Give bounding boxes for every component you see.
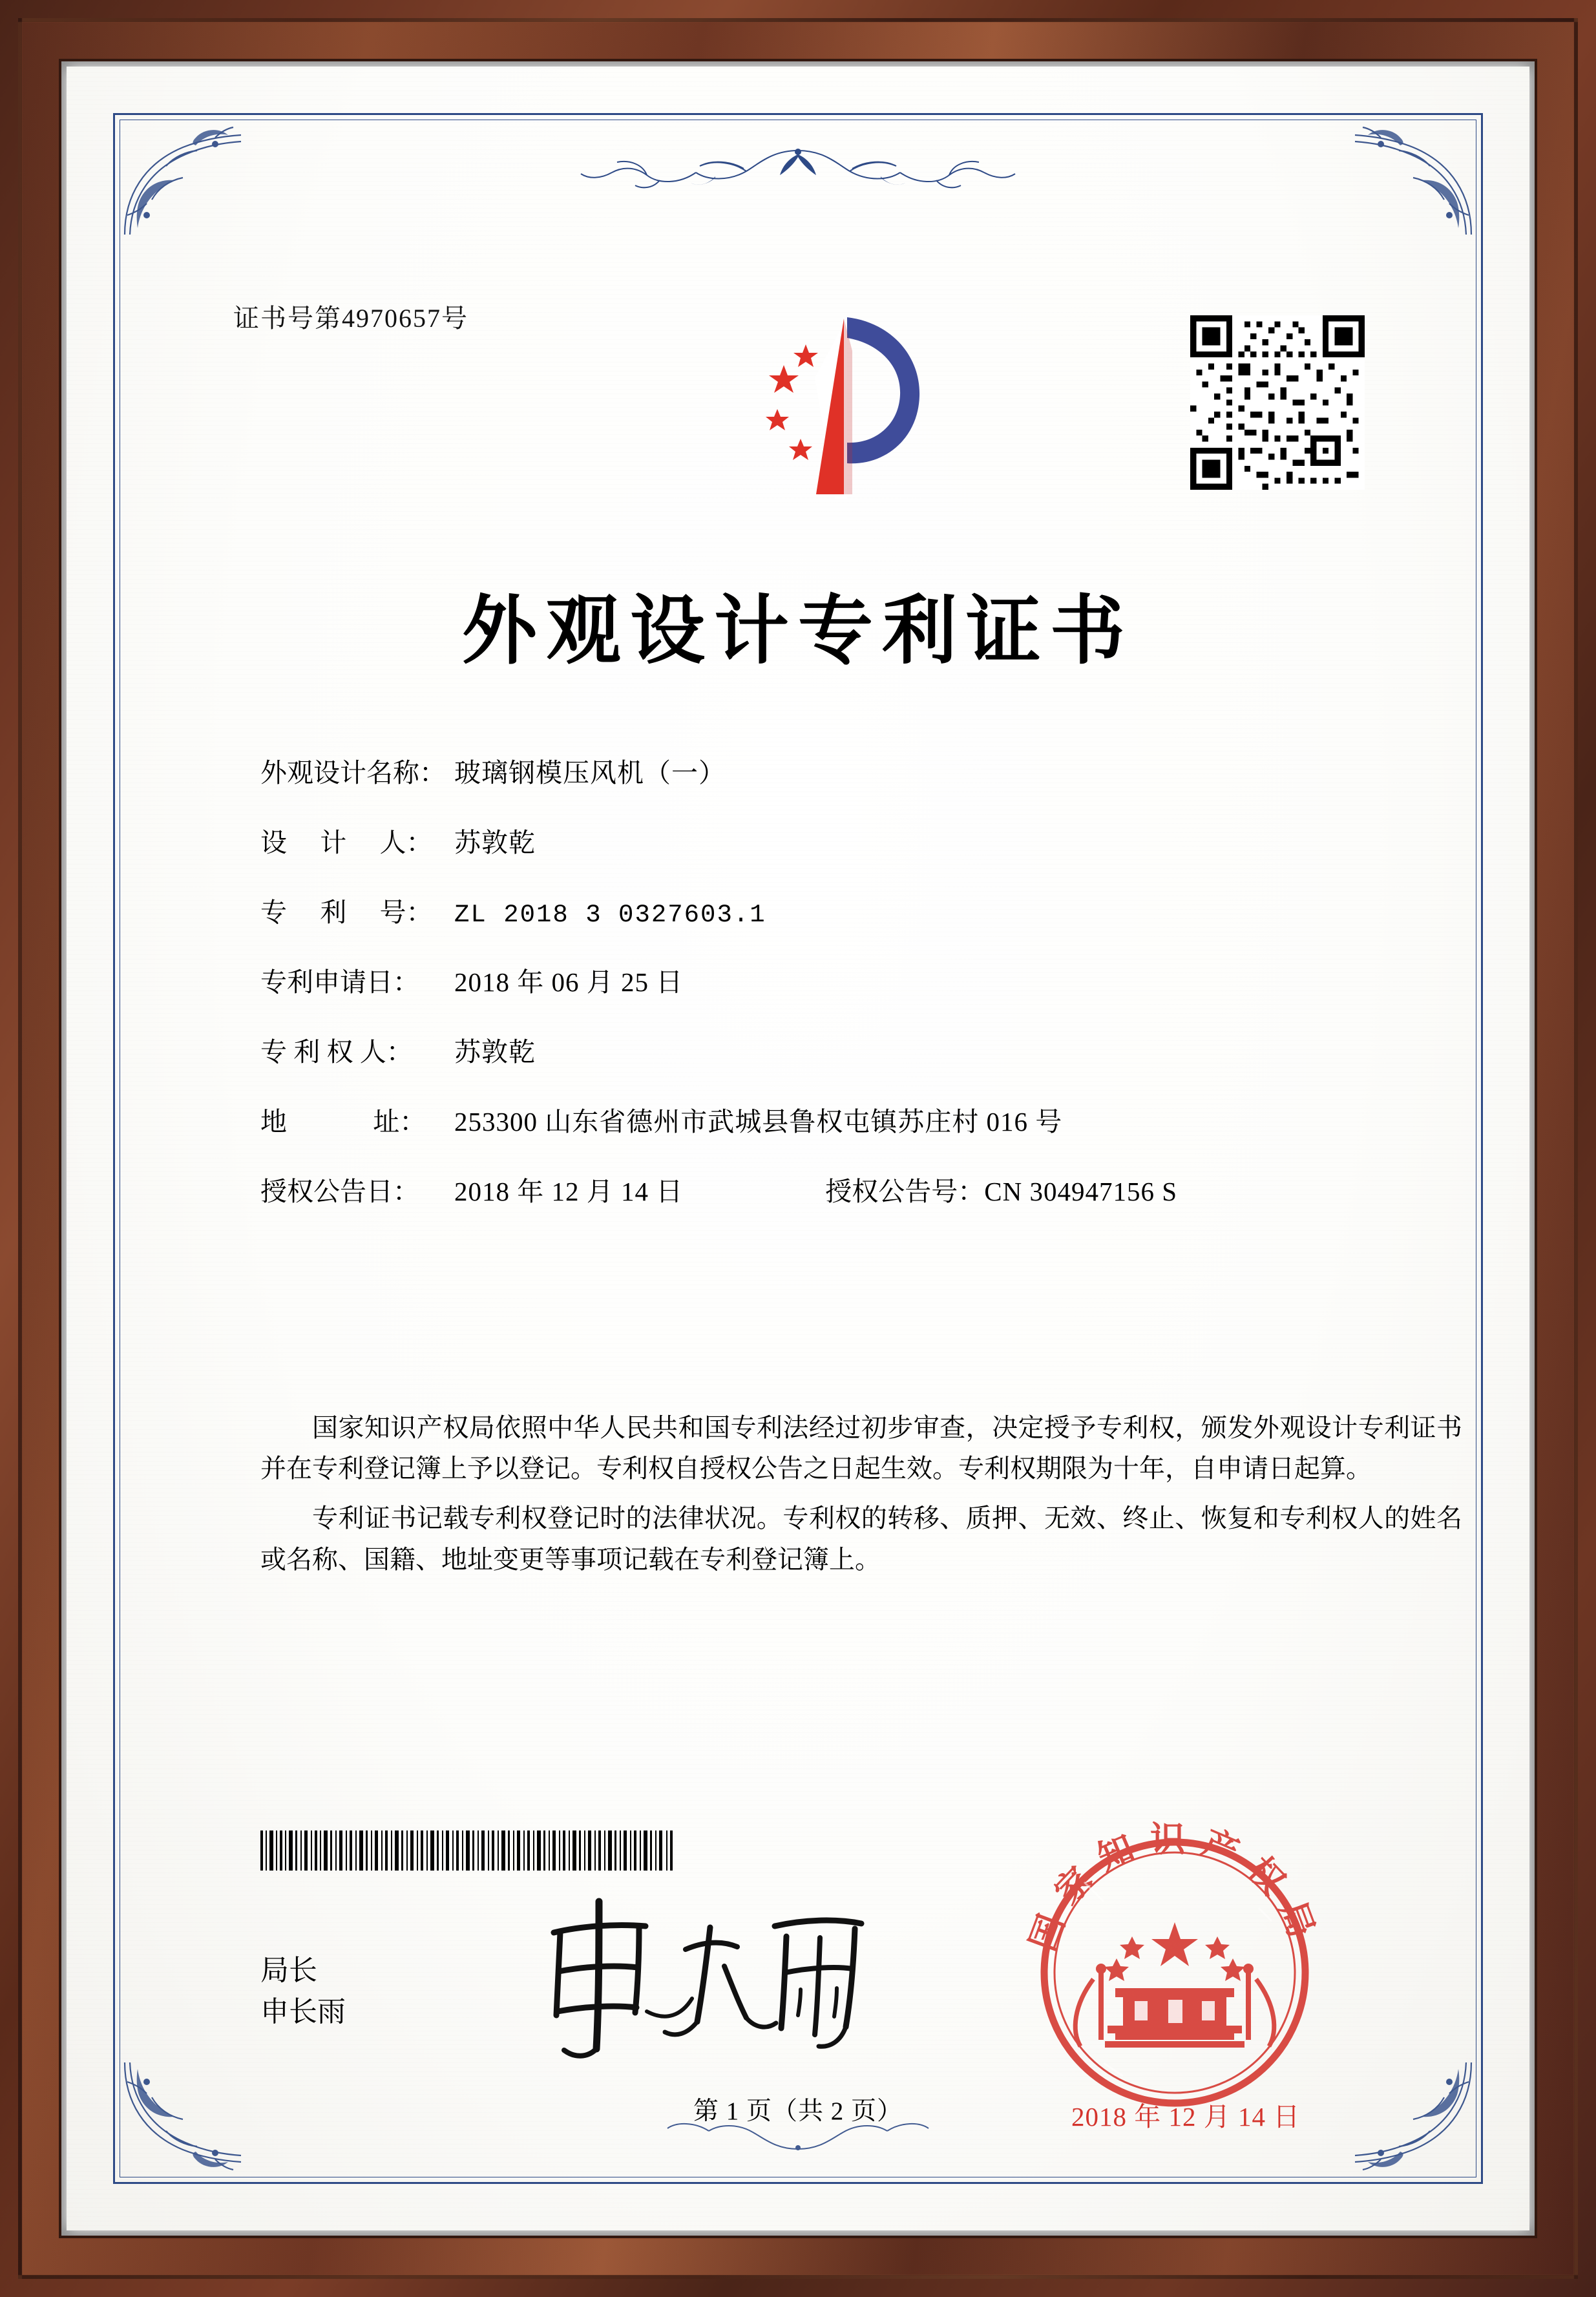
signature-block	[260, 1950, 346, 2033]
announcement-date-label: 授权公告日：	[260, 1177, 419, 1206]
svg-text:国家知识产权局: 国家知识产权局	[1021, 1818, 1328, 1956]
field-row-patentee	[260, 1031, 1443, 1069]
field-row-designer	[260, 821, 1443, 859]
page-footer: 第 1 页（共 2 页）	[693, 2097, 903, 2125]
announcement-number-value: CN 304947156 S	[984, 1177, 1178, 1206]
announcement-date-value: 2018 年 12 月 14 日	[454, 1177, 684, 1206]
corner-flourish-icon	[118, 118, 247, 241]
announcement-number-label: 授权公告号：	[825, 1177, 985, 1206]
red-official-seal-icon	[1007, 1805, 1343, 2141]
field-value: 2018 年 06 月 25 日	[454, 967, 684, 997]
handwritten-signature-icon	[519, 1895, 881, 2063]
field-label: 设 计 人：	[260, 828, 433, 857]
certificate-number: 证书号第4970657号	[233, 304, 468, 333]
field-value: ZL 2018 3 0327603.1	[454, 901, 766, 929]
field-row-design-name	[260, 751, 1443, 790]
field-row-application-date	[260, 961, 1443, 999]
field-value: 玻璃钢模压风机（一）	[454, 758, 726, 788]
signature-title: 局长	[260, 1955, 317, 1986]
cnipa-emblem-icon	[739, 306, 952, 499]
page-title: 外观设计专利证书	[462, 587, 1134, 675]
field-label: 专利申请日：	[260, 967, 419, 997]
field-row-patent-number	[260, 891, 1443, 929]
seal-date: 2018 年 12 月 14 日	[1071, 2102, 1301, 2132]
certificate-page	[67, 67, 1529, 2230]
field-row-address	[260, 1100, 1443, 1138]
field-value: 苏敦乾	[454, 828, 536, 857]
corner-flourish-icon	[1349, 118, 1478, 241]
paragraph-2: 专利证书记载专利权登记时的法律状况。专利权的转移、质押、无效、终止、恢复和专利权人的姓名或名称、国籍、地址变更等事项记载在专利登记簿上。	[260, 1504, 1462, 1574]
barcode-icon	[260, 1830, 674, 1871]
qr-code-icon	[1190, 315, 1365, 490]
field-label: 地 址：	[260, 1107, 426, 1137]
legal-text-block	[260, 1407, 1462, 1589]
signature-name: 申长雨	[260, 1995, 346, 2028]
top-ornament-icon	[552, 144, 1044, 200]
paragraph-1: 国家知识产权局依照中华人民共和国专利法经过初步审查，决定授予专利权，颁发外观设计专利证书并在专利登记簿上予以登记。专利权自授权公告之日起生效。专利权期限为十年，自申请日起算。	[260, 1413, 1462, 1484]
field-row-announcement	[260, 1170, 1443, 1208]
field-value: 253300 山东省德州市武城县鲁权屯镇苏庄村 016 号	[454, 1107, 1063, 1137]
field-label: 专 利 权 人：	[260, 1037, 413, 1067]
field-label: 外观设计名称：	[260, 758, 446, 788]
field-label: 专 利 号：	[260, 897, 433, 927]
patent-fields	[260, 751, 1443, 1240]
field-value: 苏敦乾	[454, 1037, 536, 1067]
